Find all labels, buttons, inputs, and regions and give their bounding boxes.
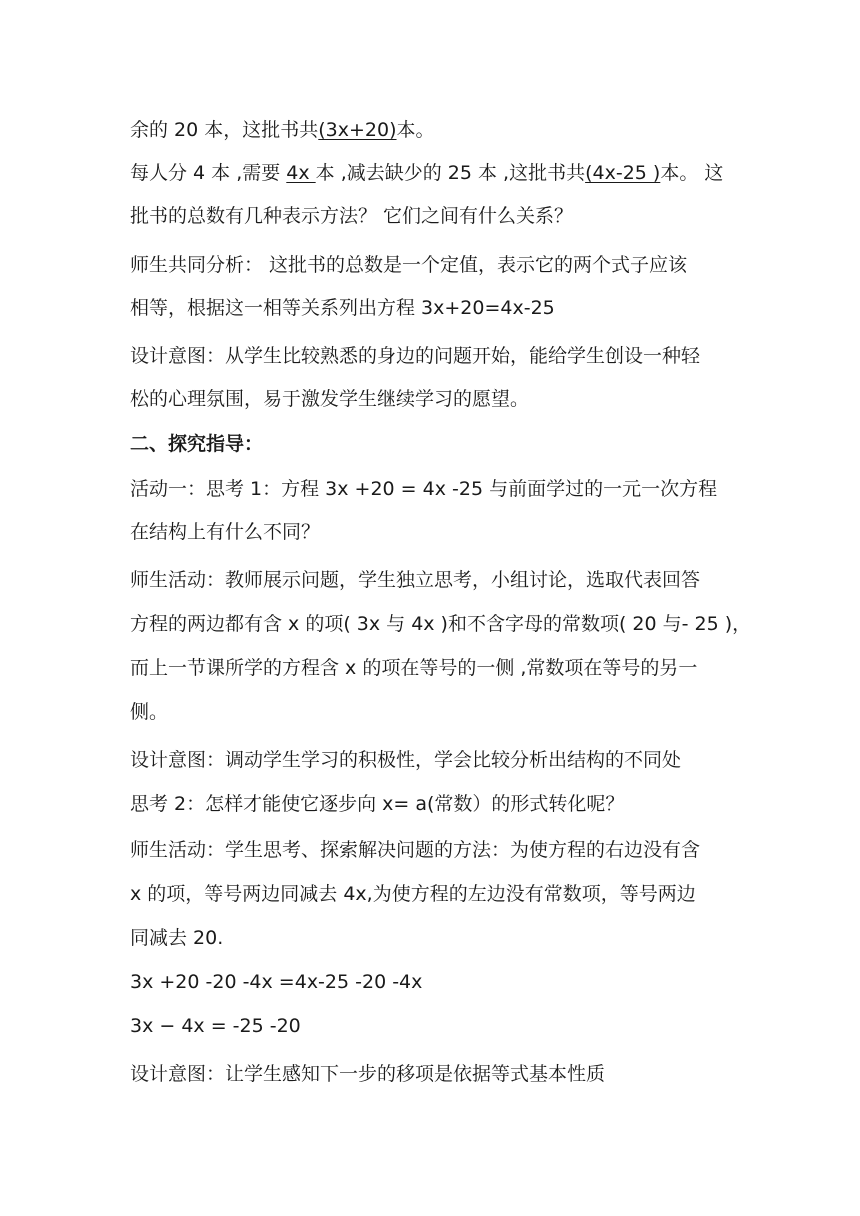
text-segment: 余的 20 本，这批书共 [130,119,319,141]
text-line [130,344,740,368]
text-segment: 在结构上有什么不同？ [130,521,321,543]
text-line [130,568,740,592]
text-line [130,612,752,636]
text-segment: 本 ,减去缺少的 25 本 ,这批书共 [315,162,586,184]
text-line [130,748,740,772]
text-segment: 本。 [396,119,435,141]
text-line [130,1014,740,1038]
text-segment: 3x +20 -20 -4x =4x-25 -20 -4x [130,971,423,993]
text-segment: 本。 这 [660,162,724,184]
text-line [130,792,740,816]
text-line [130,926,740,950]
text-line [130,477,740,501]
text-segment: 师生活动：学生思考、探索解决问题的方法：为使方程的右边没有含 [130,839,701,861]
text-segment: 相等，根据这一相等关系列出方程 3x+20=4x-25 [130,297,555,319]
text-segment: 同减去 20. [130,927,224,949]
underlined-answer: (4x-25 ) [585,162,661,184]
section-heading [130,432,740,456]
text-line [130,520,740,544]
text-segment: 师生共同分析： 这批书的总数是一个定值，表示它的两个式子应该 [130,254,688,276]
text-segment: 二、探究指导： [130,433,264,455]
text-line [130,882,740,906]
text-segment: 思考 2：怎样才能使它逐步向 x= a(常数）的形式转化呢？ [130,793,625,815]
text-line [130,296,740,320]
text-line [130,253,740,277]
text-line [130,204,740,228]
text-segment: 设计意图：让学生感知下一步的移项是依据等式基本性质 [130,1063,606,1085]
text-line [130,700,740,724]
text-line [130,161,740,185]
text-line [130,1062,740,1086]
underlined-answer: 4x [286,162,316,184]
text-line [130,387,740,411]
text-line [130,970,740,994]
text-segment: 松的心理氛围，易于激发学生继续学习的愿望。 [130,388,530,410]
text-segment: 批书的总数有几种表示方法？ 它们之间有什么关系？ [130,205,574,227]
text-segment: 侧。 [130,701,169,723]
text-line [130,118,740,142]
text-line [130,656,740,680]
text-segment: 设计意图：从学生比较熟悉的身边的问题开始，能给学生创设一种轻 [130,345,701,367]
text-segment: x 的项，等号两边同减去 4x,为使方程的左边没有常数项，等号两边 [130,883,696,905]
text-segment: 而上一节课所学的方程含 x 的项在等号的一侧 ,常数项在等号的另一 [130,657,698,679]
underlined-answer: (3x+20) [318,119,397,141]
text-segment: 设计意图：调动学生学习的积极性，学会比较分析出结构的不同处 [130,749,682,771]
text-segment: 师生活动：教师展示问题，学生独立思考，小组讨论，选取代表回答 [130,569,701,591]
text-segment: 方程的两边都有含 x 的项( 3x 与 4x )和不含字母的常数项( 20 与- 25 )， [130,613,752,635]
text-segment: 每人分 4 本 ,需要 [130,162,287,184]
text-line [130,838,740,862]
text-segment: 活动一：思考 1：方程 3x +20 = 4x -25 与前面学过的一元一次方程 [130,478,718,500]
text-segment: 3x − 4x = -25 -20 [130,1015,301,1037]
